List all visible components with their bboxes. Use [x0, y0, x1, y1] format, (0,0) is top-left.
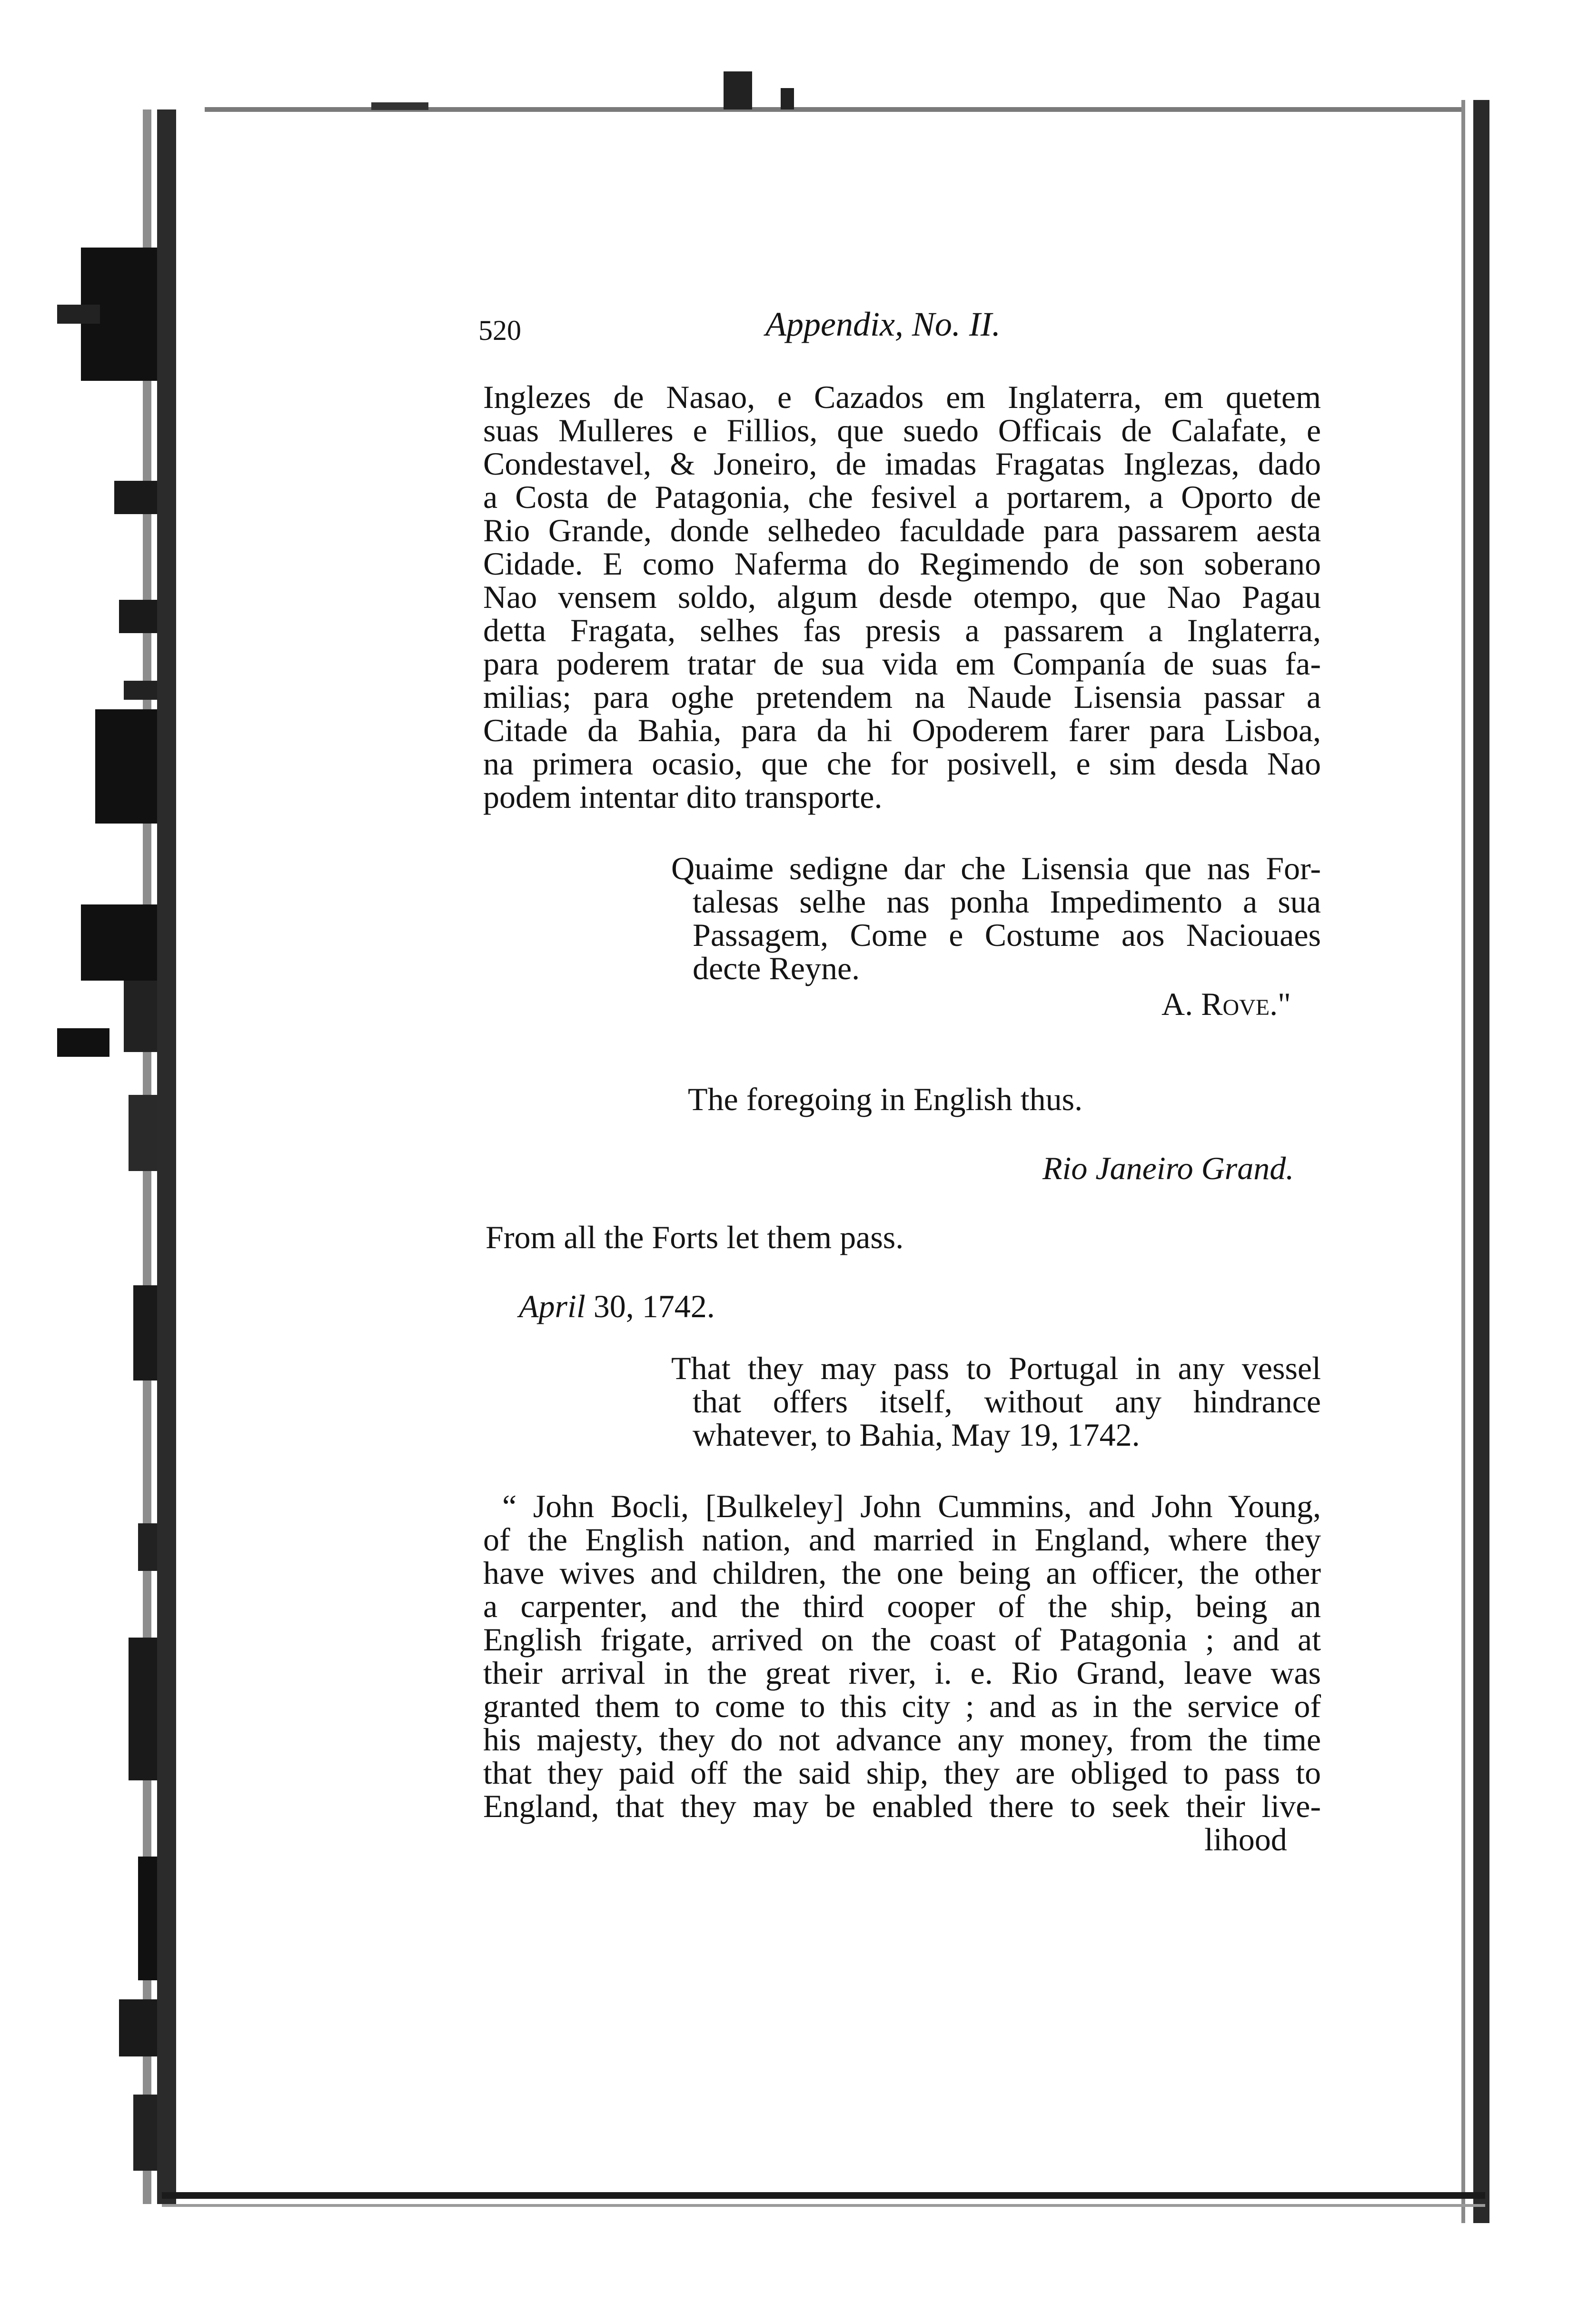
english-intro: The foregoing in English thus.: [688, 1081, 1083, 1117]
text-line: suas Mulleres e Fillios, que suedo Officais de Calafate, e: [483, 412, 1321, 448]
text-line: na primera ocasio, que che for posivell, e sim desda Nao: [483, 745, 1321, 782]
text-line: Condestavel, & Joneiro, de imadas Fragatas Inglezas, dado: [483, 446, 1321, 482]
text-line: have wives and children, the one being an officer, the other: [483, 1555, 1321, 1591]
text-line: a Costa de Patagonia, che fesivel a portarem, a Oporto de: [483, 479, 1321, 515]
text-line: “ John Bocli, [Bulkeley] John Cummins, and John Young,: [502, 1488, 1321, 1524]
top-mark-artifact: [371, 102, 428, 110]
text-line: Cidade. E como Naferma do Regimendo de son soberano: [483, 546, 1321, 582]
running-head-title: Appendix, No. II.: [765, 305, 1001, 343]
top-mark-artifact: [724, 71, 752, 109]
text-line: That they may pass to Portugal in any vessel: [671, 1350, 1321, 1386]
text-line: Inglezes de Nasao, e Cazados em Inglaterra, em quetem: [483, 379, 1321, 415]
text-line: podem intentar dito transporte.: [483, 779, 883, 815]
date-month: April: [519, 1288, 586, 1324]
signature: A. Rove.": [1161, 986, 1291, 1022]
text-line: that they paid off the said ship, they are obliged to pass to: [483, 1755, 1321, 1791]
text-line: Nao vensem soldo, algum desde otempo, que Nao Pagau: [483, 579, 1321, 615]
date-line: [519, 1290, 715, 1322]
text-line: Passagem, Come e Costume aos Naciouaes: [693, 917, 1321, 953]
text-line: para poderem tratar de sua vida em Companía de suas fa-: [483, 646, 1321, 682]
text-line: detta Fragata, selhes fas presis a passarem a Inglaterra,: [483, 612, 1321, 648]
bottom-border-artifact: [162, 2192, 1485, 2199]
text-line: England, that they may be enabled there to seek their live-: [483, 1788, 1321, 1824]
text-line: their arrival in the great river, i. e. Rio Grand, leave was: [483, 1655, 1321, 1691]
place-line: Rio Janeiro Grand.: [1042, 1150, 1294, 1186]
right-border-artifact: [1473, 100, 1489, 2223]
binding-edge-artifact: [0, 0, 200, 2324]
text-line: decte Reyne.: [693, 950, 860, 986]
text-line: that offers itself, without any hindrance: [693, 1383, 1321, 1420]
text-line: whatever, to Bahia, May 19, 1742.: [693, 1417, 1140, 1453]
page-number: 520: [478, 315, 521, 346]
text-line: English frigate, arrived on the coast of Patagonia ; and at: [483, 1621, 1321, 1658]
text-line: Citade da Bahia, para da hi Opoderem farer para Lisboa,: [483, 712, 1321, 748]
text-line: Quaime sedigne dar che Lisensia que nas For-: [671, 850, 1321, 886]
date-rest: 30, 1742.: [585, 1288, 715, 1324]
right-border-artifact: [1461, 100, 1465, 2223]
catchword: lihood: [1204, 1821, 1287, 1857]
text-line: talesas selhe nas ponha Impedimento a sua: [693, 884, 1321, 920]
text-line: Rio Grande, donde selhedeo faculdade para passarem aesta: [483, 512, 1321, 548]
text-line: his majesty, they do not advance any money, from the time: [483, 1721, 1321, 1758]
text-line: a carpenter, and the third cooper of the ship, being an: [483, 1588, 1321, 1624]
text-line: milias; para oghe pretendem na Naude Lisensia passar a: [483, 679, 1321, 715]
forts-line: From all the Forts let them pass.: [486, 1219, 904, 1255]
text-line: granted them to come to this city ; and as in the service of: [483, 1688, 1321, 1724]
text-line: of the English nation, and married in England, where they: [483, 1521, 1321, 1558]
top-mark-artifact: [781, 88, 794, 109]
bottom-border-artifact: [162, 2204, 1485, 2207]
